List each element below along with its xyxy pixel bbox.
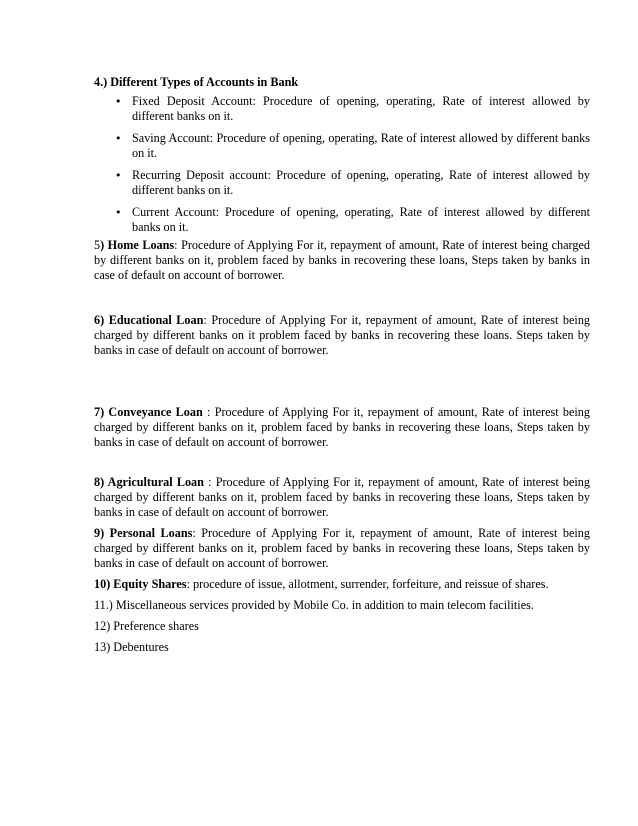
section-6-title: 6) Educational Loan (94, 313, 204, 327)
section-10-text: : procedure of issue, allotment, surrender, forfeiture, and reissue of shares. (186, 577, 549, 591)
list-item (94, 205, 590, 235)
section-10-title: 10) Equity Shares (94, 577, 187, 591)
section-8-text: : Procedure of Applying For it, repayment of amount, Rate of interest being charged by different banks on it, problem faced by banks in recovering these loans, Steps taken by banks in case of default on account of borrower. (94, 475, 590, 519)
section-6-paragraph (94, 313, 590, 358)
section-5-paragraph (94, 238, 590, 283)
section-5-title: ) Home Loans (100, 238, 175, 252)
section-8-title: 8) Agricultural Loan (94, 475, 204, 489)
section-10-paragraph (94, 577, 590, 592)
document-body (94, 75, 590, 655)
section-9-paragraph (94, 526, 590, 571)
section-9-title: 9) Personal Loans (94, 526, 193, 540)
bullet-icon: • (115, 169, 122, 182)
list-item-text: Fixed Deposit Account: Procedure of opening, operating, Rate of interest allowed by different banks on it. (132, 94, 590, 123)
account-types-list (94, 94, 590, 235)
section-6-text: : Procedure of Applying For it, repayment of amount, Rate of interest being charged by different banks on it problem faced by banks in recovering these loans. Steps taken by banks in case of default on account of borrower. (94, 313, 591, 357)
section-8-paragraph (94, 475, 590, 520)
bullet-icon: • (115, 206, 122, 219)
list-item-text: Saving Account: Procedure of opening, operating, Rate of interest allowed by different banks on it. (132, 131, 590, 160)
section-7-paragraph (94, 405, 590, 450)
bullet-icon: • (115, 95, 122, 108)
section-5-text: : Procedure of Applying For it, repayment of amount, Rate of interest being charged by different banks on it, problem faced by banks in recovering these loans, Steps taken by banks in case of default on account of borrower. (94, 238, 590, 282)
section-7-title: 7) Conveyance Loan (94, 405, 203, 419)
bullet-icon: • (115, 132, 122, 145)
section-9-text: : Procedure of Applying For it, repayment of amount, Rate of interest being charged by different banks on it, problem faced by banks in recovering these loans, Steps taken by banks in case of default on account of borrower. (94, 526, 590, 570)
list-item (94, 94, 590, 124)
list-item-text: Recurring Deposit account: Procedure of opening, operating, Rate of interest allowed by different banks on it. (132, 168, 590, 197)
list-item-text: Current Account: Procedure of opening, operating, Rate of interest allowed by different banks on it. (132, 205, 590, 234)
section-7-text: : Procedure of Applying For it, repayment of amount, Rate of interest being charged by different banks on it, problem faced by banks in recovering these loans, Steps taken by banks in case of default on account of borrower. (94, 405, 590, 449)
section-13-paragraph: 13) Debentures (94, 640, 169, 654)
section-4-heading: 4.) Different Types of Accounts in Bank (94, 75, 299, 89)
list-item (94, 168, 590, 198)
section-11-paragraph: 11.) Miscellaneous services provided by Mobile Co. in addition to main telecom facilities. (94, 598, 534, 612)
section-12-paragraph: 12) Preference shares (94, 619, 199, 633)
section-5-number: 5 (94, 238, 101, 252)
list-item (94, 131, 590, 161)
